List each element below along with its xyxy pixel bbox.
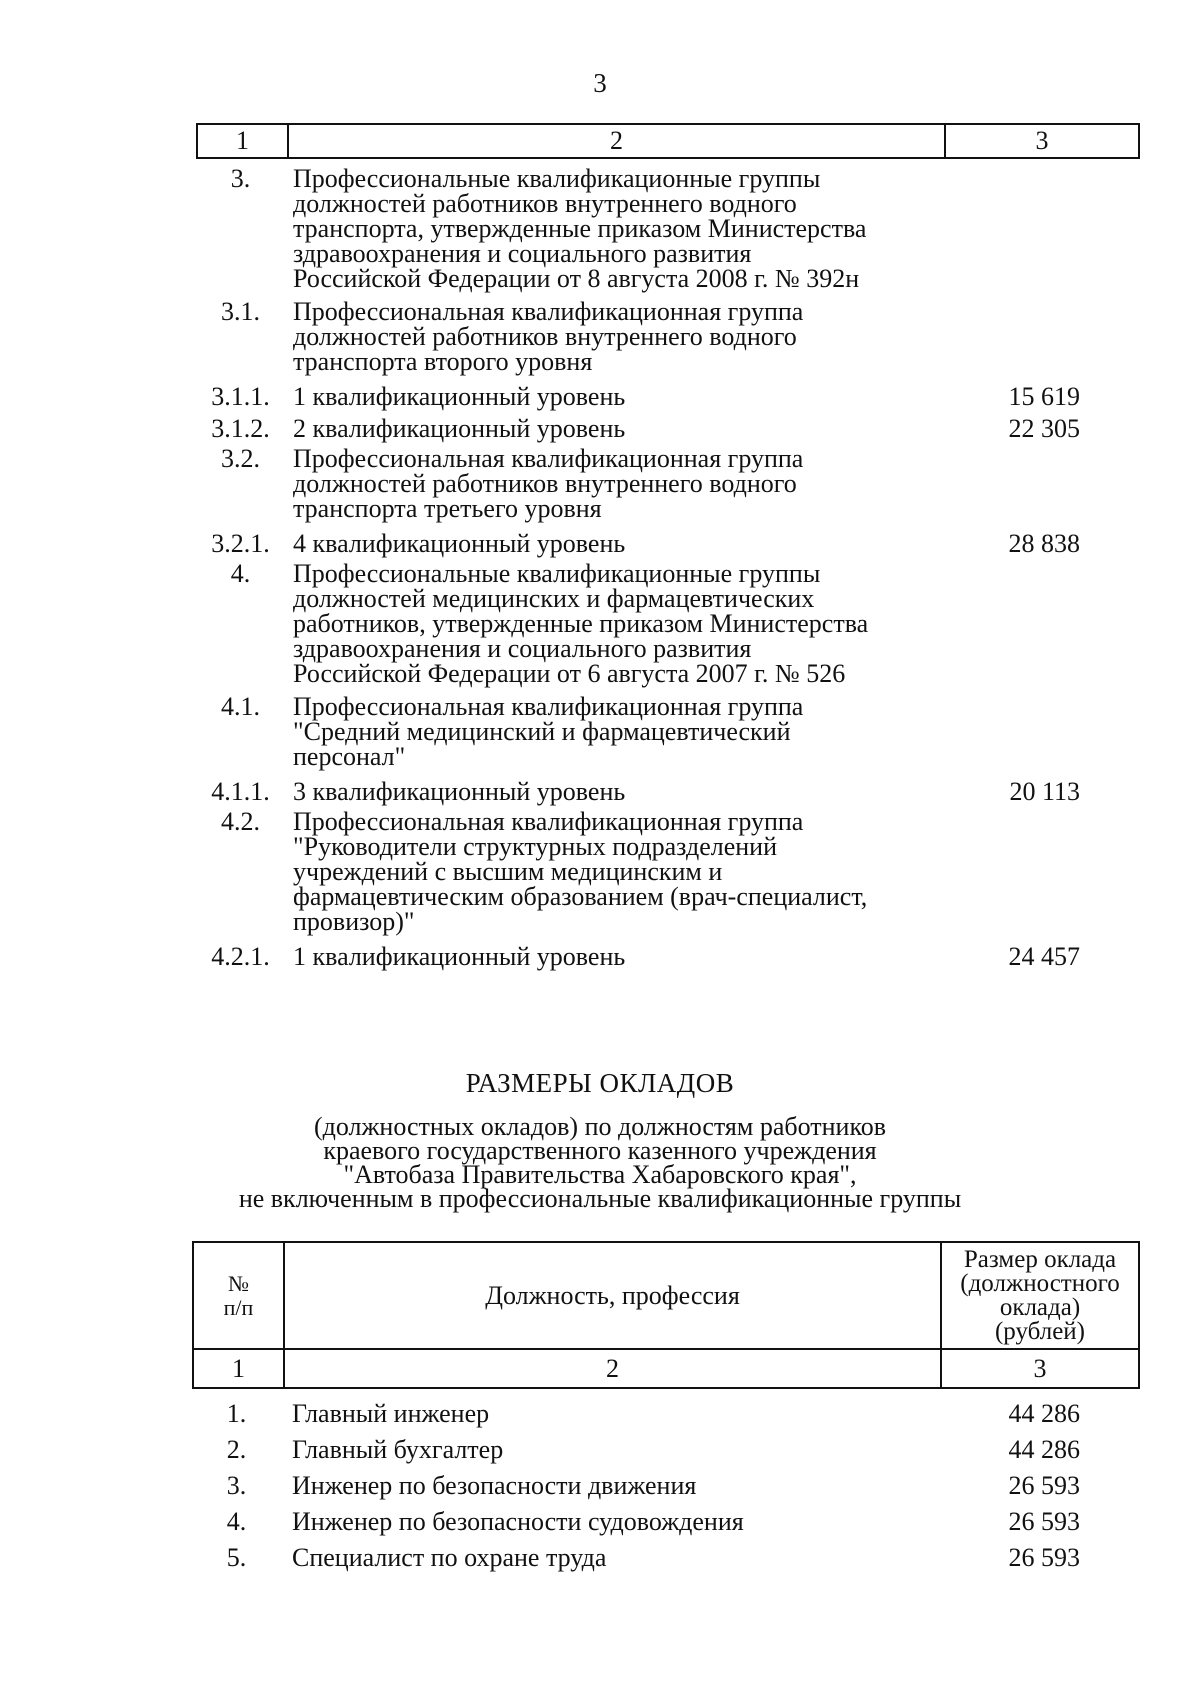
row-salary: 15 619 bbox=[1008, 382, 1080, 411]
table2-col1-number: 1 bbox=[193, 1349, 284, 1388]
row-salary: 28 838 bbox=[1008, 529, 1080, 558]
row-position: Главный бухгалтер bbox=[292, 1435, 504, 1464]
row-text-line: Профессиональная квалификационная группа bbox=[293, 692, 804, 721]
row-salary bbox=[940, 446, 1140, 521]
table2-position-header: Должность, профессия bbox=[284, 1242, 941, 1349]
row-salary: 24 457 bbox=[1008, 942, 1080, 971]
table1-col1-header: 1 bbox=[198, 125, 289, 157]
row-text bbox=[196, 382, 940, 412]
table2-salary-header bbox=[941, 1242, 1139, 1349]
row-number: 4. bbox=[226, 1507, 247, 1536]
row-number: 3.1.2. bbox=[211, 414, 270, 443]
table-row bbox=[196, 942, 1140, 972]
row-text bbox=[196, 777, 940, 807]
row-number: 3. bbox=[226, 1471, 247, 1500]
row-number: 4. bbox=[230, 559, 251, 588]
subtitle-line: "Автобаза Правительства Хабаровского края", bbox=[343, 1160, 857, 1189]
table1-header bbox=[196, 123, 1140, 159]
table1-body bbox=[196, 166, 1140, 974]
row-salary bbox=[940, 809, 1140, 934]
salary-header-line: Размер оклада bbox=[963, 1245, 1117, 1273]
table2-col2-number: 2 bbox=[284, 1349, 941, 1388]
row-salary: 20 113 bbox=[1009, 777, 1080, 806]
table-row bbox=[196, 809, 1140, 934]
row-text-line: провизор)" bbox=[293, 907, 415, 936]
number-header-line: п/п bbox=[223, 1294, 254, 1320]
row-text-line: должностей работников внутреннего водного bbox=[293, 322, 797, 351]
table-row bbox=[192, 1396, 1140, 1432]
row-text-line: транспорта второго уровня bbox=[293, 347, 593, 376]
row-text bbox=[196, 414, 940, 444]
row-text-line: здравоохранения и социального развития bbox=[293, 634, 752, 663]
row-number: 3.1. bbox=[221, 297, 260, 326]
row-text bbox=[196, 299, 940, 374]
row-text-line: транспорта, утвержденные приказом Министерства bbox=[293, 214, 867, 243]
table2-header bbox=[192, 1241, 1140, 1389]
row-number: 3.1.1. bbox=[211, 382, 270, 411]
row-number: 3.2.1. bbox=[211, 529, 270, 558]
row-salary: 26 593 bbox=[1008, 1507, 1080, 1536]
row-number: 4.2.1. bbox=[211, 942, 270, 971]
row-salary bbox=[940, 299, 1140, 374]
row-text-line: 4 квалификационный уровень bbox=[293, 529, 626, 558]
row-text-line: фармацевтическим образованием (врач-специалист, bbox=[293, 882, 868, 911]
page-number: 3 bbox=[593, 68, 607, 98]
table-row bbox=[192, 1432, 1140, 1468]
row-salary: 44 286 bbox=[1008, 1399, 1080, 1428]
row-text bbox=[196, 561, 940, 686]
table1-col2-header: 2 bbox=[289, 125, 946, 157]
row-text-line: Профессиональные квалификационные группы bbox=[293, 164, 821, 193]
subtitle-line: (должностных окладов) по должностям работников bbox=[313, 1112, 887, 1141]
row-text-line: работников, утвержденные приказом Министерства bbox=[293, 609, 869, 638]
row-text bbox=[196, 809, 940, 934]
row-text-line: должностей работников внутреннего водного bbox=[293, 469, 797, 498]
row-text-line: транспорта третьего уровня bbox=[293, 494, 602, 523]
row-salary: 26 593 bbox=[1008, 1471, 1080, 1500]
row-text-line: здравоохранения и социального развития bbox=[293, 239, 752, 268]
table2-body bbox=[192, 1396, 1140, 1576]
row-text-line: Профессиональная квалификационная группа bbox=[293, 297, 804, 326]
table-row bbox=[192, 1504, 1140, 1540]
row-text-line: персонал" bbox=[293, 742, 406, 771]
row-text-line: 1 квалификационный уровень bbox=[293, 942, 626, 971]
table-row bbox=[196, 561, 1140, 686]
row-text-line: "Руководители структурных подразделений bbox=[293, 832, 777, 861]
row-number: 2. bbox=[226, 1435, 247, 1464]
row-number: 5. bbox=[226, 1543, 247, 1572]
table-row bbox=[196, 414, 1140, 444]
row-text-line: Профессиональная квалификационная группа bbox=[293, 807, 804, 836]
row-text-line: Российской Федерации от 6 августа 2007 г. № 526 bbox=[293, 659, 846, 688]
salary-header-line: (должностного bbox=[960, 1269, 1120, 1297]
table-row bbox=[196, 382, 1140, 412]
subtitle-line: не включенным в профессиональные квалификационные группы bbox=[238, 1184, 962, 1213]
row-salary: 22 305 bbox=[1008, 414, 1080, 443]
row-salary: 26 593 bbox=[1008, 1543, 1080, 1572]
table2-col3-number: 3 bbox=[941, 1349, 1139, 1388]
row-number: 3. bbox=[230, 164, 251, 193]
row-text bbox=[196, 446, 940, 521]
table-row bbox=[196, 446, 1140, 521]
row-text-line: Российской Федерации от 8 августа 2008 г. № 392н bbox=[293, 264, 860, 293]
row-number: 4.1.1. bbox=[211, 777, 270, 806]
row-text bbox=[196, 529, 940, 559]
row-position: Инженер по безопасности судовождения bbox=[292, 1507, 744, 1536]
subtitle-line: краевого государственного казенного учреждения bbox=[323, 1136, 877, 1165]
row-number: 4.2. bbox=[221, 807, 260, 836]
table-row bbox=[196, 694, 1140, 769]
table-row bbox=[196, 166, 1140, 291]
row-salary: 44 286 bbox=[1008, 1435, 1080, 1464]
section-subtitle bbox=[0, 1112, 1200, 1213]
row-number: 1. bbox=[226, 1399, 247, 1428]
row-position: Инженер по безопасности движения bbox=[292, 1471, 697, 1500]
row-text-line: "Средний медицинский и фармацевтический bbox=[293, 717, 791, 746]
row-text-line: должностей медицинских и фармацевтических bbox=[293, 584, 815, 613]
row-position: Специалист по охране труда bbox=[292, 1543, 607, 1572]
salary-header-line: оклада) bbox=[999, 1293, 1081, 1321]
row-text bbox=[196, 942, 940, 972]
row-text-line: учреждений с высшим медицинским и bbox=[293, 857, 723, 886]
table2-number-header bbox=[193, 1242, 284, 1349]
row-text bbox=[196, 694, 940, 769]
table-row bbox=[196, 777, 1140, 807]
table-row bbox=[196, 529, 1140, 559]
row-number: 4.1. bbox=[221, 692, 260, 721]
row-salary bbox=[940, 166, 1140, 291]
number-header-line: № bbox=[228, 1270, 249, 1296]
salary-header-line: (рублей) bbox=[994, 1317, 1086, 1345]
table-row bbox=[192, 1468, 1140, 1504]
table-row bbox=[192, 1540, 1140, 1576]
table1-col3-header: 3 bbox=[1035, 126, 1049, 155]
row-text-line: 3 квалификационный уровень bbox=[293, 777, 626, 806]
row-text-line: Профессиональная квалификационная группа bbox=[293, 444, 804, 473]
row-salary bbox=[940, 561, 1140, 686]
row-text bbox=[196, 166, 940, 291]
row-number: 3.2. bbox=[221, 444, 260, 473]
row-text-line: 2 квалификационный уровень bbox=[293, 414, 626, 443]
section-title: РАЗМЕРЫ ОКЛАДОВ bbox=[465, 1068, 735, 1098]
row-position: Главный инженер bbox=[292, 1399, 490, 1428]
row-text-line: 1 квалификационный уровень bbox=[293, 382, 626, 411]
row-text-line: должностей работников внутреннего водного bbox=[293, 189, 797, 218]
row-salary bbox=[940, 694, 1140, 769]
row-text-line: Профессиональные квалификационные группы bbox=[293, 559, 821, 588]
table-row bbox=[196, 299, 1140, 374]
